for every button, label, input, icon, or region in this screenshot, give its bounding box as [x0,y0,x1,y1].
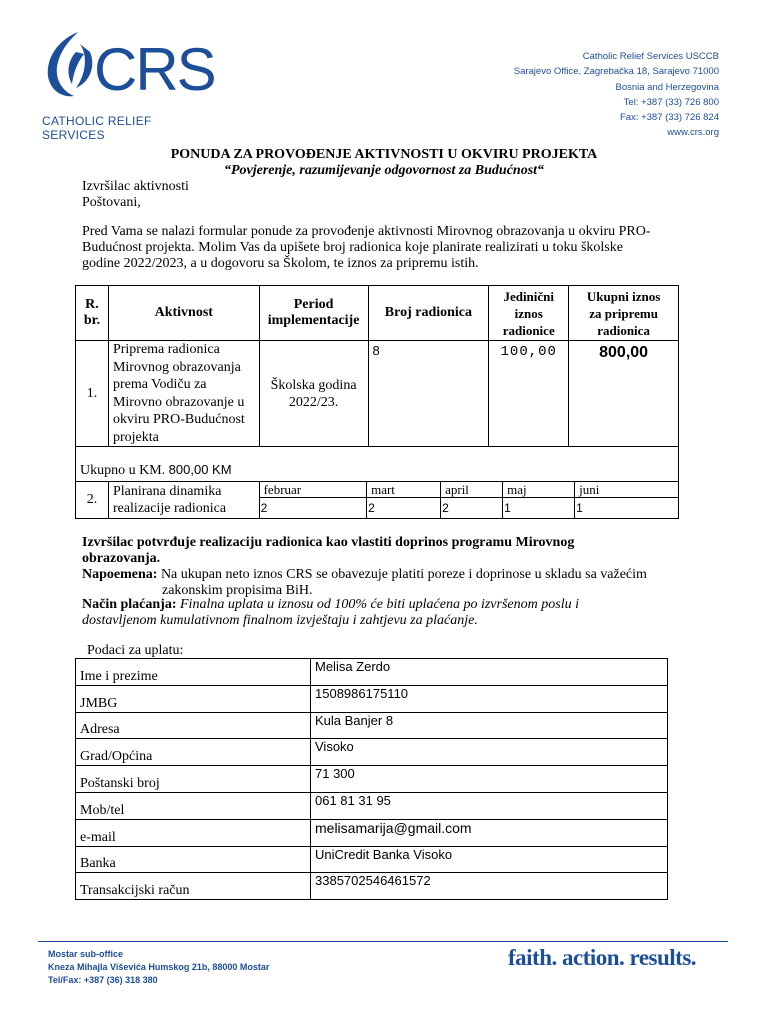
payment-value: melisamarija@gmail.com [311,819,668,846]
placanje-line-2: dostavljenom kumulativnom finalnom izvještaju i zahtjevu za plaćanje. [82,613,478,628]
logo-subtitle: CATHOLIC RELIEF SERVICES [42,114,152,142]
header-jedinicni: Jedinični iznos radionice [489,286,569,341]
org-tel: Tel: +387 (33) 726 800 [623,96,719,108]
header-ukupni: Ukupni iznos za pripremu radionica [569,286,679,341]
month-maj: maj [503,482,575,497]
payment-label: e-mail [76,819,311,846]
header-broj: Broj radionica [368,286,489,341]
org-country: Bosnia and Herzegovina [615,81,719,93]
doc-title: PONUDA ZA PROVOĐENJE AKTIVNOSTI U OKVIRU PROJEKTA [170,147,598,162]
org-address-block [497,49,719,141]
payment-value: 71 300 [311,766,668,793]
confirm-line-2: obrazovanja. [82,551,161,566]
payment-label: Grad/Općina [76,739,311,766]
placanje-text: Finalna uplata u iznosu od 100% će biti uplaćena po izvršenom poslu i [176,597,579,612]
payment-value: 061 81 31 95 [311,792,668,819]
row-period: Školska godina 2022/23. [259,341,368,447]
payment-value: 3385702546461572 [311,873,668,900]
count-mart: 2 [367,497,441,518]
footer-tagline: faith. action. results. [508,945,697,970]
payment-label: Adresa [76,712,311,739]
dynamics-cell [259,482,678,519]
row-aktivnost: Priprema radionica Mirovnog obrazovanja prema Vodiču za Mirovno obrazovanje u okviru PRO-Budućnost projekta [108,341,259,447]
total-row [76,447,679,482]
payment-row [76,819,668,846]
footer-telfax: Tel/Fax: +387 (36) 318 380 [48,975,158,985]
month-februar: februar [260,482,367,497]
napomena-line-2: zakonskim propisima BiH. [162,583,313,598]
placanje-line [82,597,579,614]
napomena-label: Napoemena: [82,567,158,582]
month-april: april [441,482,503,497]
count-maj: 1 [503,497,575,518]
months-row [260,482,678,497]
napomena-text: Na ukupan neto iznos CRS se obavezuje platiti poreze i doprinose u skladu sa važećim [157,567,647,582]
org-web: www.crs.org [667,127,719,139]
dynamics-months-table [260,482,678,518]
payment-row [76,873,668,900]
total-cell [76,447,679,482]
header-aktivnost: Aktivnost [108,286,259,341]
confirm-line-1: Izvršilac potvrđuje realizaciju radionica kao vlastiti doprinos programu Mirovnog [82,535,575,550]
header-rbr: R. br. [76,286,109,341]
payment-label: Banka [76,846,311,873]
footer-street: Kneza Mihajla Viševića Humskog 21b, 88000 Mostar [48,962,270,972]
payment-label: Mob/tel [76,792,311,819]
org-fax: Fax: +387 (33) 726 824 [619,112,719,124]
intro-line-1: Pred Vama se nalazi formular ponude za provođenje aktivnosti Mirovnog obrazovanja u okviru PRO- [82,224,651,239]
total-value: 800,00 KM [168,462,232,477]
doc-subtitle: “Povjerenje, razumijevanje odgovornost za Budućnost“ [223,163,545,178]
org-office: Sarajevo Office, Zagrebačka 18, Sarajevo 71000 [513,66,719,78]
row-number: 1. [76,341,109,447]
row-jedinicni-iznos: 100,00 [489,341,569,447]
footer-rule [38,941,728,942]
count-februar: 2 [260,497,367,518]
payment-value: Kula Banjer 8 [311,712,668,739]
crs-logo [40,30,215,142]
logo-letters: CRS [94,36,215,103]
payment-row [76,739,668,766]
payment-row [76,792,668,819]
placanje-label: Način plaćanja: [82,597,177,612]
intro-line-3: godine 2022/2023, a u dogovoru sa Školom, te iznos za pripremu istih. [82,256,479,271]
counts-row [260,497,678,518]
payment-row [76,766,668,793]
count-april: 2 [441,497,503,518]
payment-table [75,658,668,900]
month-juni: juni [575,482,678,497]
payment-label: JMBG [76,685,311,712]
activity-table [75,285,679,519]
payment-label: Ime i prezime [76,659,311,686]
intro-line-2: Budućnost projekta. Molim Vas da upišete broj radionica koje planirate realizirati u toku školske [82,240,623,255]
org-name: Catholic Relief Services USCCB [582,51,719,62]
payment-row [76,846,668,873]
month-mart: mart [367,482,441,497]
napomena-line [82,567,647,584]
dynamics-label: Planirana dinamika realizacije radionica [108,482,259,519]
executor-label: Izvršilac aktivnosti [82,179,189,194]
greeting: Poštovani, [82,195,141,210]
footer-office: Mostar sub-office [48,949,124,959]
payment-label: Poštanski broj [76,766,311,793]
crs-flame-icon [40,30,100,100]
payment-row [76,712,668,739]
dynamics-number: 2. [76,482,109,519]
header-period: Period implementacije [259,286,368,341]
payment-row [76,685,668,712]
row-broj-radionica: 8 [368,341,489,447]
footer-address [48,948,269,987]
count-juni: 1 [575,497,678,518]
table-header-row [76,286,679,341]
payment-row [76,659,668,686]
payment-value: UniCredit Banka Visoko [311,846,668,873]
payment-value: 1508986175110 [311,685,668,712]
table-row [76,341,679,447]
payment-label: Transakcijski račun [76,873,311,900]
payment-value: Melisa Zerdo [311,659,668,686]
total-label: Ukupno u KM. [80,463,166,478]
payment-heading: Podaci za uplatu: [87,643,184,658]
payment-value: Visoko [311,739,668,766]
dynamics-row [76,482,679,519]
row-ukupni-iznos: 800,00 [569,341,679,447]
